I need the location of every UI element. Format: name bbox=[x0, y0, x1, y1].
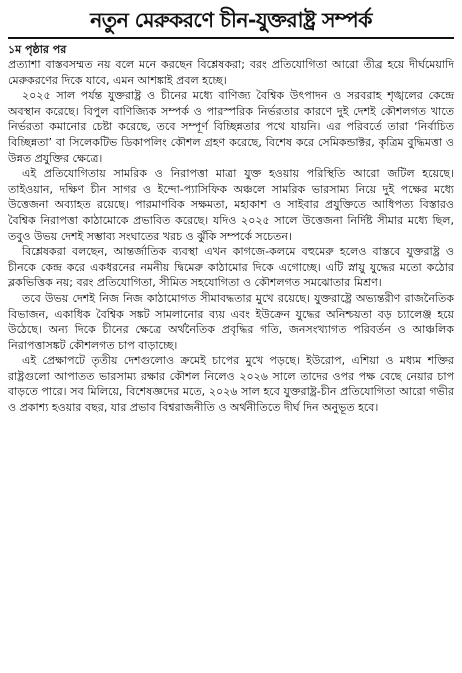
headline-divider bbox=[8, 37, 454, 39]
article-paragraph: ২০২৫ সাল পর্যন্ত যুক্তরাষ্ট্র ও চীনের মধ্যে বাণিজ্য বৈশ্বিক উৎপাদন ও সরবরাহ শৃঙ্খলের কেন্দ্রে অবস্থান করেছে। বিপুল বাণিজ্যিক সম্পর্ক ও পারস্পরিক নির্ভরতার কারণে দুই দেশই কৌশলগত খাতে নির্ভরতা কমানোর চেষ্টা করেছে, তবে সম্পূর্ণ বিচ্ছিন্নতার পথে যায়নি। এর পরিবর্তে তারা ‘নির্বাচিত বিচ্ছিন্নতা’ বা সিলেকটিভ ডিকাপলিং কৌশল গ্রহণ করেছে, বিশেষ করে সেমিকন্ডাক্টর, কৃত্রিম বুদ্ধিমত্তা ও উন্নত প্রযুক্তির ক্ষেত্রে। bbox=[8, 89, 454, 165]
article-body bbox=[8, 57, 454, 416]
article-paragraph: প্রত্যাশা বাস্তবসম্মত নয় বলে মনে করছেন বিশ্লেষকরা; বরং প্রতিযোগিতা আরো তীব্র হয়ে দীর্ঘমেয়াদি মেরুকরণের দিকে যাবে, এমন আশঙ্কাই প্রবল হচ্ছে। bbox=[8, 58, 454, 87]
article-paragraph: তবে উভয় দেশই নিজ নিজ কাঠামোগত সীমাবদ্ধতার মুখে রয়েছে। যুক্তরাষ্ট্রে অভ্যন্তরীণ রাজনৈতিক বিভাজন, একাধিক বৈশ্বিক সঙ্কট সামলানোর ব্যয় এবং ইউক্রেন যুদ্ধের অনিশ্চয়তা বড় চ্যালেঞ্জ হয়ে উঠেছে। অন্য দিকে চীনের ক্ষেত্রে অর্থনৈতিক প্রবৃদ্ধির গতি, জনসংখ্যাগত পরিবর্তন ও আঞ্চলিক নিরাপত্তাসঙ্কট কৌশলগত চাপ বাড়াচ্ছে। bbox=[8, 291, 454, 352]
continuation-note: ১ম পৃষ্ঠার পর bbox=[8, 43, 67, 56]
article-paragraph: এই প্রেক্ষাপটে তৃতীয় দেশগুলোও ক্রমেই চাপের মুখে পড়ছে। ইউরোপ, এশিয়া ও মধ্যম শক্তির রাষ্ট্রগুলো আপাতত ভারসাম্য রক্ষার কৌশল নিলেও ২০২৬ সালে তাদের ওপর পক্ষ বেছে নেয়ার চাপ বাড়তে পারে। সব মিলিয়ে, বিশেষজ্ঞদের মতে, ২০২৬ সাল হবে যুক্তরাষ্ট্র-চীন প্রতিযোগিতা আরো গভীর ও প্রকাশ্য হওয়ার বছর, যার প্রভাব বিশ্বরাজনীতি ও অর্থনীতিতে দীর্ঘ দিন অনুভূত হবে। bbox=[8, 354, 454, 415]
article-paragraph: এই প্রতিযোগিতায় সামরিক ও নিরাপত্তা মাত্রা যুক্ত হওয়ায় পরিস্থিতি আরো জটিল হয়েছে। তাইওয়ান, দক্ষিণ চীন সাগর ও ইন্দো-প্যাসিফিক অঞ্চলে সামরিক ভারসাম্য নিয়ে দুই পক্ষের মধ্যে উত্তেজনা অব্যাহত রয়েছে। পারমাণবিক সক্ষমতা, মহাকাশ ও সাইবার প্রযুক্তিতে আধিপত্য বিস্তারও বৈশ্বিক নিরাপত্তা কাঠামোকে প্রভাবিত করেছে। যদিও ২০২৫ সালে উত্তেজনা নির্দিষ্ট সীমার মধ্যে ছিল, তবুও উভয় দেশই সম্ভাব্য সংঘাতের খরচ ও ঝুঁকি সম্পর্কে সচেতন। bbox=[8, 167, 454, 243]
article-paragraph: বিশ্লেষকরা বলছেন, আন্তর্জাতিক ব্যবস্থা এখন কাগজে-কলমে বহুমেরু হলেও বাস্তবে যুক্তরাষ্ট্র ও চীনকে কেন্দ্র করে একধরনের নমনীয় দ্বিমেরু কাঠামোর দিকে এগোচ্ছে। এটি স্নায়ু যুদ্ধের মতো কঠোর ব্লকভিত্তিক নয়; বরং প্রতিযোগিতা, সীমিত সহযোগিতা ও কৌশলগত সমঝোতার মিশ্রণ। bbox=[8, 245, 454, 290]
article-headline: নতুন মেরুকরণে চীন-যুক্তরাষ্ট্র সম্পর্ক bbox=[90, 8, 372, 32]
